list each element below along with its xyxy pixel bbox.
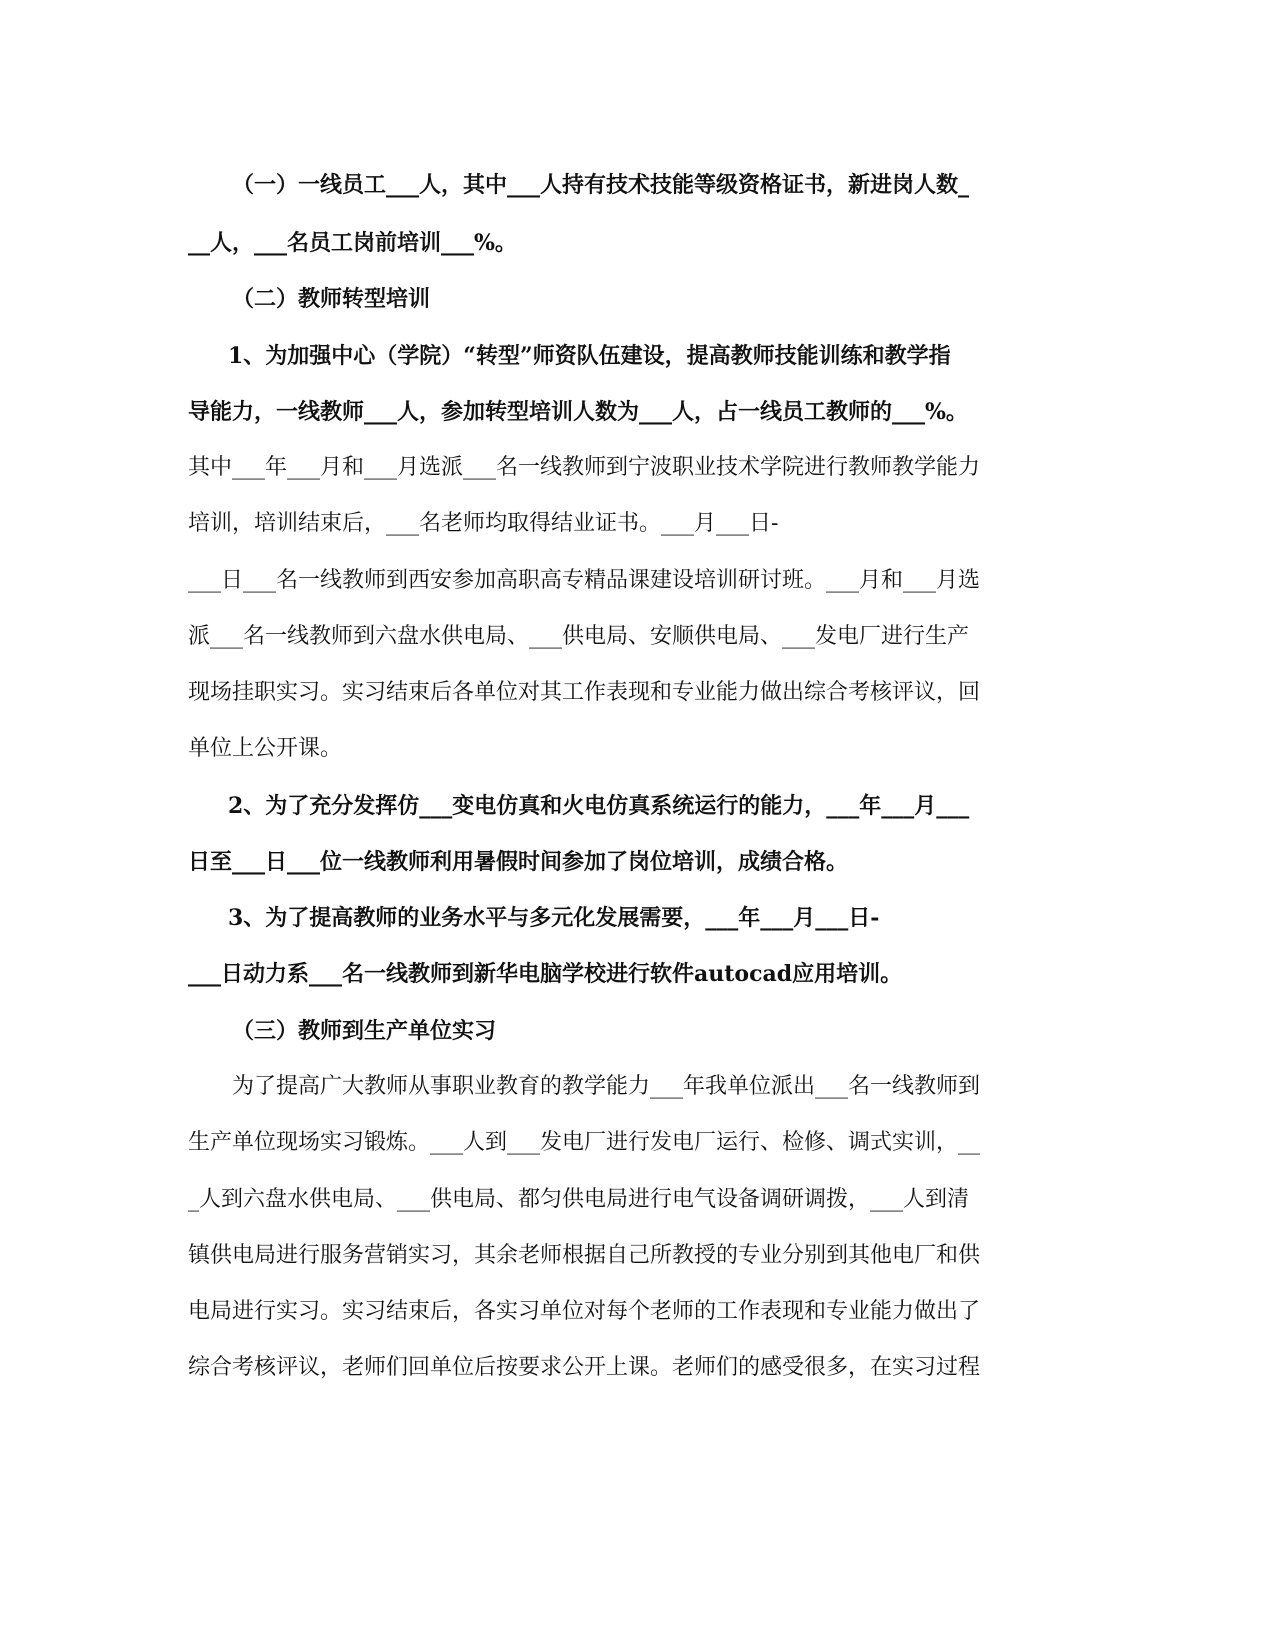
section-three-line-5: 电局进行实习。实习结束后，各实习单位对每个老师的工作表现和专业能力做出了	[188, 1299, 981, 1324]
section-two-heading: （二）教师转型培训	[232, 286, 431, 312]
section-three-line-4: 镇供电局进行服务营销实习，其余老师根据自己所教授的专业分别到其他电厂和供	[188, 1243, 981, 1268]
item-3-line-1: 3、为了提高教师的业务水平与多元化发展需要，___年___月___日-	[228, 905, 880, 931]
item-2-line-1: 2、为了充分发挥仿___变电仿真和火电仿真系统运行的能力，___年___月___	[228, 793, 970, 819]
section-one-line-2: __人，___名员工岗前培训___%。	[188, 230, 517, 256]
item-1-line-8: 单位上公开课。	[188, 736, 343, 761]
item-1-line-2: 导能力，一线教师___人，参加转型培训人数为___人，占一线员工教师的___%。	[188, 399, 968, 425]
item-1-line-4: 培训，培训结束后，___名老师均取得结业证书。___月___日-	[188, 511, 779, 536]
item-2-line-2: 日至___日___位一线教师利用暑假时间参加了岗位培训，成绩合格。	[188, 849, 849, 875]
item-1-line-7: 现场挂职实习。实习结束后各单位对其工作表现和专业能力做出综合考核评议，回	[188, 680, 981, 705]
section-three-line-3: _人到六盘水供电局、___供电局、都匀供电局进行电气设备调研调拨，___人到清	[188, 1187, 970, 1212]
item-1-line-1: 1、为加强中心（学院）“转型”师资队伍建设，提高教师技能训练和教学指	[228, 343, 951, 369]
section-three-line-2: 生产单位现场实习锻炼。___人到___发电厂进行发电厂运行、检修、调式实训，__	[188, 1130, 981, 1155]
section-three-line-6: 综合考核评议，老师们回单位后按要求公开上课。老师们的感受很多，在实习过程	[188, 1355, 981, 1380]
item-1-line-5: ___日___名一线教师到西安参加高职高专精品课建设培训研讨班。___月和___月选	[188, 568, 981, 593]
section-three-heading: （三）教师到生产单位实习	[232, 1018, 497, 1044]
item-1-line-6: 派___名一线教师到六盘水供电局、___供电局、安顺供电局、___发电厂进行生产	[188, 624, 970, 649]
item-3-line-2: ___日动力系___名一线教师到新华电脑学校进行软件autocad应用培训。	[188, 961, 903, 987]
item-1-line-3: 其中___年___月和___月选派___名一线教师到宁波职业技术学院进行教师教学能力	[188, 455, 981, 480]
section-three-line-1: 为了提高广大教师从事职业教育的教学能力___年我单位派出___名一线教师到	[232, 1074, 981, 1099]
section-one-line-1: （一）一线员工___人，其中___人持有技术技能等级资格证书，新进岗人数_	[232, 172, 970, 198]
